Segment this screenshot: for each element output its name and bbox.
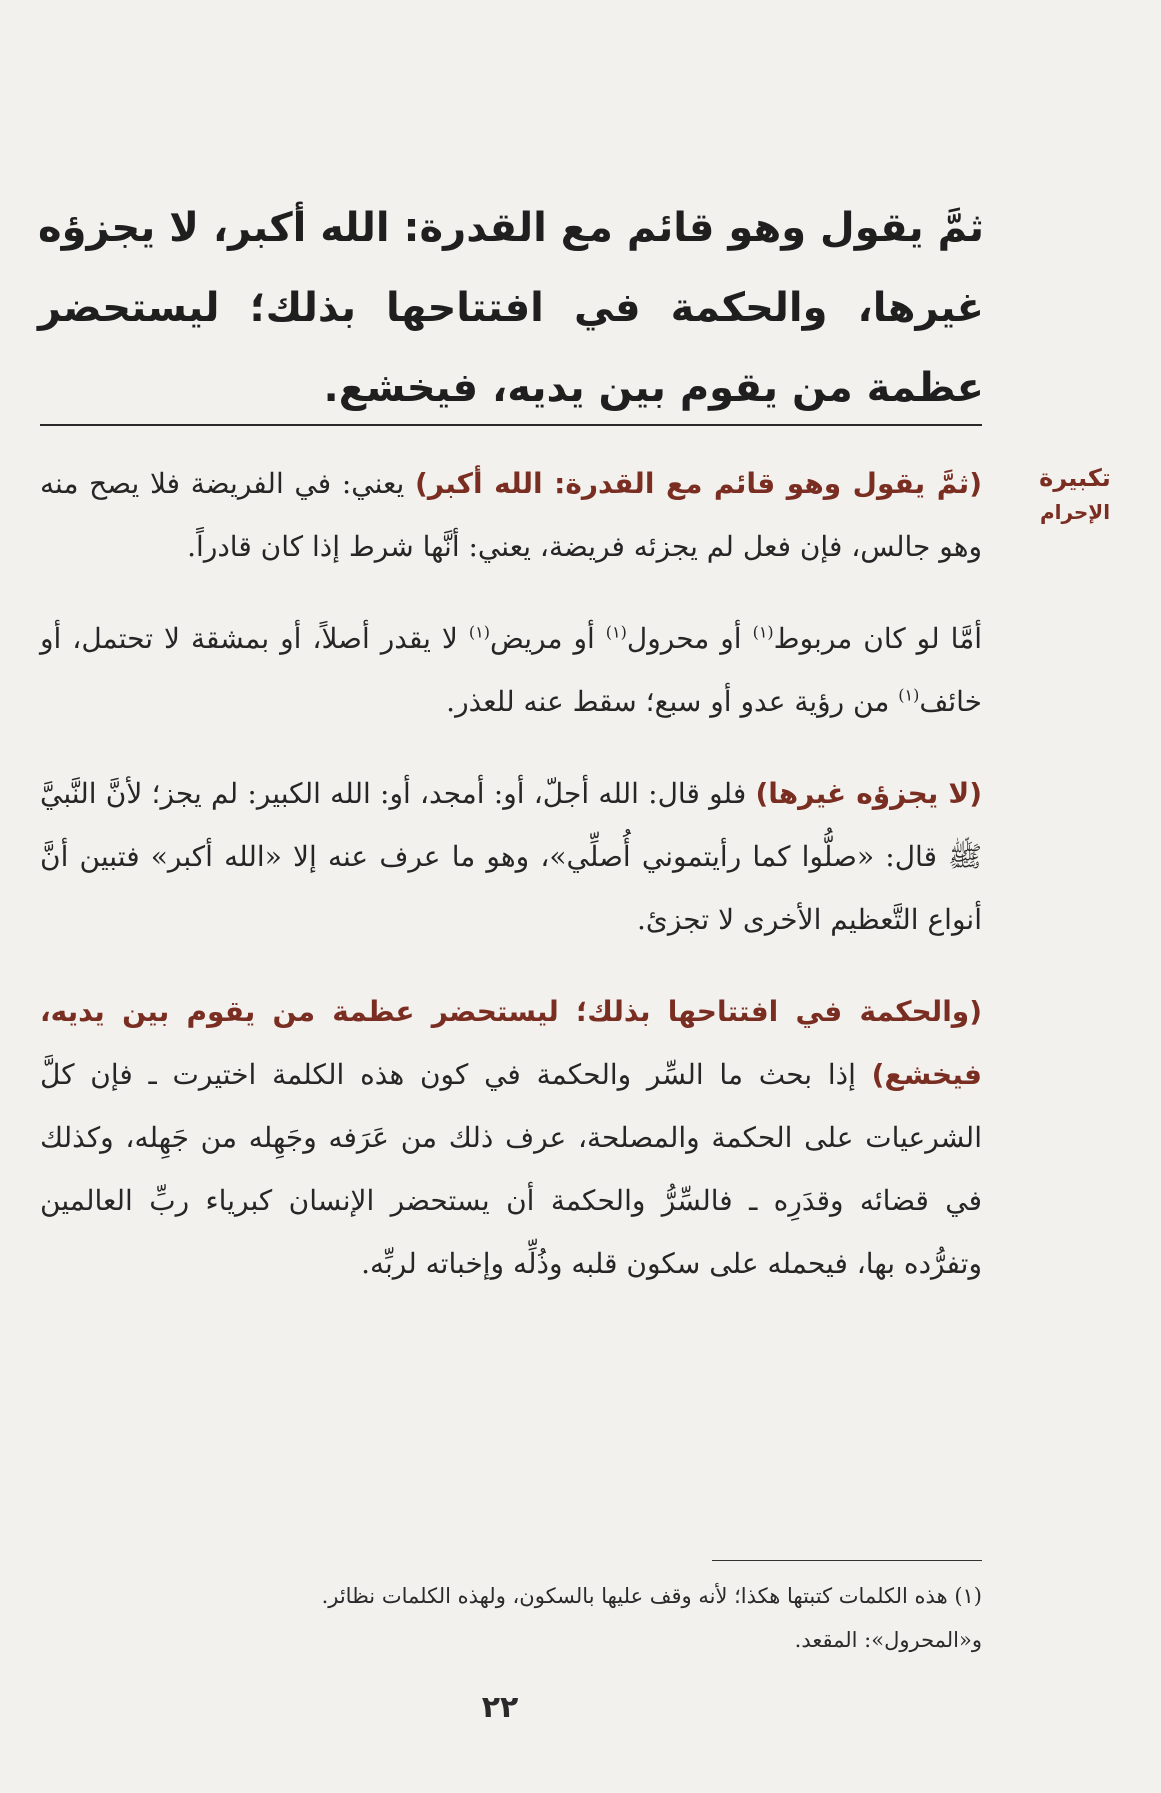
quoted-matn: (والحكمة في افتتاحها بذلك؛ ليستحضر عظمة من يقوم بين يديه، فيخشع) xyxy=(40,995,982,1091)
commentary-paragraph-2 xyxy=(40,607,982,733)
commentary-text: أمَّا لو كان مربوط xyxy=(773,622,982,655)
commentary-text: من رؤية عدو أو سبع؛ سقط عنه للعذر. xyxy=(446,685,899,718)
commentary xyxy=(40,452,982,1295)
footnote-line-1: (١) هذه الكلمات كتبتها هكذا؛ لأنه وقف عليها بالسكون، ولهذه الكلمات نظائر. xyxy=(321,1584,982,1608)
commentary-text: أو محرول xyxy=(626,622,753,655)
commentary-paragraph-4 xyxy=(40,980,982,1295)
page-number: ٢٢ xyxy=(481,1690,519,1725)
commentary-text: لا يقدر أصلاً، أو بمشقة لا تحتمل، أو خائف xyxy=(40,622,982,718)
commentary-text: أو مريض xyxy=(489,622,606,655)
commentary-text: يعني: في الفريضة فلا يصح منه وهو جالس، فإن فعل لم يجزئه فريضة، يعني: أنَّها شرط إذا كان قادراً. xyxy=(40,467,982,563)
commentary-text: إذا بحث ما السِّر والحكمة في كون هذه الكلمة اختيرت ـ فإن كلَّ الشرعيات على الحكمة والمصلحة، عرف ذلك من عَرَفه وجَهِله من جَهِله، وكذلك في قضائه وقدَرِه ـ فالسِّرُّ والحكمة أن يستحضر الإنسان كبرياء ربِّ العالمين وتفرُّده بها، فيحمله على سكون قلبه وذُلِّه وإخباته لربِّه. xyxy=(40,1058,982,1280)
commentary-paragraph-3 xyxy=(40,762,982,951)
footnote-marker: (١) xyxy=(605,622,627,642)
footnote-divider xyxy=(712,1560,982,1561)
margin-heading xyxy=(1010,460,1140,528)
main-text xyxy=(38,188,984,428)
quoted-matn: (ثمَّ يقول وهو قائم مع القدرة: الله أكبر) xyxy=(415,467,982,500)
footnote-marker: (١) xyxy=(898,685,920,705)
commentary-text: فلو قال: الله أجلّ، أو: أمجد، أو: الله الكبير: لم يجز؛ لأنَّ النَّبيَّ ﷺ قال: «صلُّوا كما رأيتموني أُصلِّي»، وهو ما عرف عنه إلا «الله أكبر» فتبين أنَّ أنواع التَّعظيم الأخرى لا تجزئ. xyxy=(40,777,982,936)
footnote-line-2: و«المحرول»: المقعد. xyxy=(794,1628,982,1652)
footnote-marker: (١) xyxy=(468,622,490,642)
footnote-marker: (١) xyxy=(752,622,774,642)
commentary-paragraph-1 xyxy=(40,452,982,578)
margin-heading-line1: تكبيرة xyxy=(1039,464,1111,492)
footnotes xyxy=(40,1574,982,1662)
main-text-body: ثمَّ يقول وهو قائم مع القدرة: الله أكبر، لا يجزؤه غيرها، والحكمة في افتتاحها بذلك؛ ليستحضر عظمة من يقوم بين يديه، فيخشع. xyxy=(38,205,984,411)
margin-heading-line2: الإحرام xyxy=(1039,500,1111,524)
main-text-divider xyxy=(40,424,982,426)
quoted-matn: (لا يجزؤه غيرها) xyxy=(755,777,982,810)
